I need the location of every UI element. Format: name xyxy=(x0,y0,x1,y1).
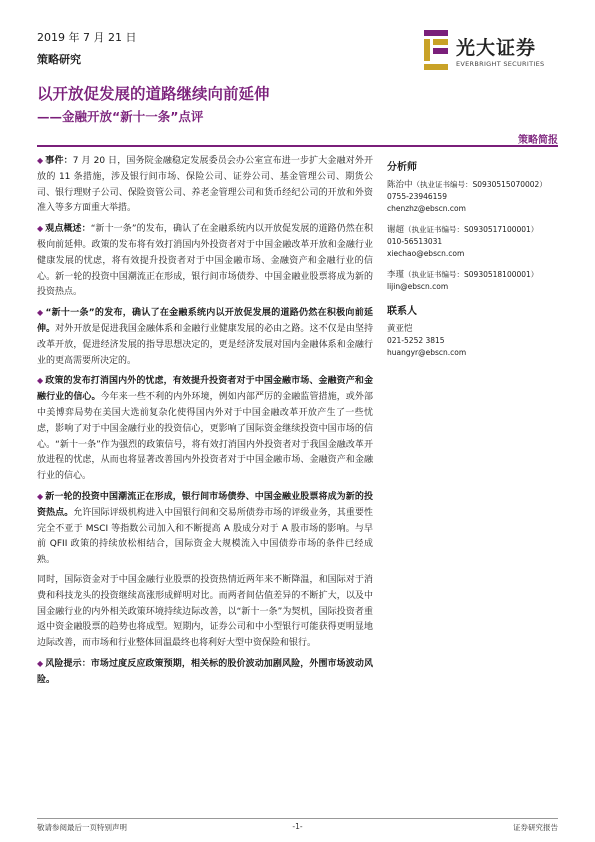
report-subtitle: ——金融开放“新十一条”点评 xyxy=(37,109,204,124)
analyst-cert: （执业证书编号：S0930518100001） xyxy=(404,270,539,279)
paragraph-lead: 事件： xyxy=(45,156,73,166)
analyst-email[interactable]: xiechao@ebscn.com xyxy=(387,249,465,258)
everbright-logo-icon xyxy=(424,30,448,70)
contact-heading: 联系人 xyxy=(387,306,417,317)
report-date: 2019 年 7 月 21 日 xyxy=(37,31,137,44)
brand-logo xyxy=(424,30,564,76)
footer-disclaimer: 敬请参阅最后一页特别声明 xyxy=(37,823,127,832)
paragraph-point-1 xyxy=(37,305,373,369)
analyst-name: 李瑾 xyxy=(387,270,405,280)
logo-text-en: EVERBRIGHT SECURITIES xyxy=(456,60,545,68)
paragraph-lead: 新一轮的投资中国潮流正在形成，银行间市场债券、中国金融业股票将成为新的投资热点。 xyxy=(37,491,373,518)
paragraph-text: 允许国际评级机构进入中国银行间和交易所债券市场的评级业务，其重要性完全不亚于 MSCI 等指数公司加入和不断提高 A 股成分对于 A 股市场的影响。与早前 QFII 政策的持续放松相结合，国际资金大规模流入中国债券市场的条件已经成熟。 xyxy=(37,507,373,566)
paragraph-text: 市场过度反应政策预期，相关标的股价波动加剧风险，外围市场波动风险。 xyxy=(37,658,373,685)
contact-email[interactable]: huangyr@ebscn.com xyxy=(387,348,467,357)
paragraph-event xyxy=(37,153,373,217)
footer-report-label: 证券研究报告 xyxy=(513,823,558,832)
diamond-bullet-icon: ◆ xyxy=(37,491,44,501)
paragraph-text: 对外开放是促进我国金融体系和金融行业健康发展的必由之路。这不仅是由坚持改革开放，促进经济发展的指导思想决定的，更是经济发展对国内金融体系和金融行业的更高需要所决定的。 xyxy=(37,323,373,366)
contact-card xyxy=(387,323,562,359)
page-number: -1- xyxy=(292,822,303,831)
paragraph-text: 7 月 20 日，国务院金融稳定发展委员会办公室宣布进一步扩大金融对外开放的 11 条措施，涉及银行间市场、保险公司、证券公司、基金管理公司、期货公司、银行理财子公司、保险资管公司、养老金管理公司和货币经纪公司的开放和外资准入等多方面重大举措。 xyxy=(37,156,373,214)
main-body xyxy=(37,153,373,689)
report-category: 策略研究 xyxy=(37,53,81,66)
analyst-cert: （执业证书编号：S0930517100001） xyxy=(404,225,539,234)
diamond-bullet-icon: ◆ xyxy=(37,156,44,165)
header-divider xyxy=(37,145,558,147)
analyst-card xyxy=(387,179,562,215)
analyst-cert: （执业证书编号：S0930515070002） xyxy=(412,180,547,189)
logo-text-cn: 光大证券 xyxy=(456,37,537,59)
analyst-card xyxy=(387,224,562,260)
analyst-card xyxy=(387,269,562,293)
diamond-bullet-icon: ◆ xyxy=(37,376,44,386)
contact-name: 黄亚恺 xyxy=(387,324,413,334)
paragraph-text: 同时，国际资金对于中国金融行业股票的投资热情近两年来不断降温，和国际对于消费和科技龙头的投资继续高涨形成鲜明对比。而两者间估值差异的不断扩大，以及中国金融行业的内外相关政策环境持续边际改善，以“新十一条”为契机，国际投资者重返中资金融股票的趋势也将成型。短期内，证券公司和中小型银行可能获得更明显地边际改善，而市场和行业整体回温最终也将利好大型中资保险和银行。 xyxy=(37,574,373,649)
report-title: 以开放促发展的道路继续向前延伸 xyxy=(37,85,270,103)
paragraph-lead: 政策的发布打消国内外的忧虑，有效提升投资者对于中国金融市场、金融资产和金融行业的信心。 xyxy=(37,376,373,403)
diamond-bullet-icon: ◆ xyxy=(37,308,44,318)
analyst-phone: 010-56513031 xyxy=(387,237,443,246)
footer-divider xyxy=(37,818,558,819)
analyst-name: 陈治中 xyxy=(387,180,413,190)
paragraph-risk xyxy=(37,656,373,689)
paragraph-continuation xyxy=(37,573,373,652)
diamond-bullet-icon: ◆ xyxy=(37,658,44,668)
analyst-sidebar xyxy=(387,158,562,368)
analyst-name: 谢超 xyxy=(387,225,405,235)
contact-phone: 021-5252 3815 xyxy=(387,336,445,345)
paragraph-overview xyxy=(37,221,373,301)
paragraph-text: “新十一条”的发布，确认了在金融系统内以开放促发展的道路仍然在积极向前延伸。政策的发布将有效打消国内外投资者对于中国金融改革开放和金融行业健康发展的忧虑，将有效提升投资者对于中国金融市场、金融资产和金融行业的信心。新一轮的投资中国潮流正在形成，银行间市场债券、中国金融业股票将成为新的投资热点。 xyxy=(37,224,373,298)
paragraph-text: 今年来一些不利的内外环境，例如内部严厉的金融监管措施，或外部中美博弈局势在美国大选前复杂化使得国内外对于中国金融改革开放产生了一些忧虑，影响了对于中国金融行业的投资信心，更影响了国际资金继续投资中国市场的信心。“新十一条”作为强烈的政策信号，将有效打消国内外投资者对于我国金融改革开放进程的忧虑，从而也将显著改善国内外投资者对于中国金融市场、金融资产和金融行业的信心。 xyxy=(37,392,373,482)
paragraph-point-3 xyxy=(37,489,373,569)
report-type-label: 策略简报 xyxy=(518,135,558,146)
analyst-email[interactable]: chenzhz@ebscn.com xyxy=(387,204,466,213)
paragraph-lead: “新十一条”的发布，确认了在金融系统内以开放促发展的道路仍然在积极向前延伸。 xyxy=(37,308,373,334)
diamond-bullet-icon: ◆ xyxy=(37,224,44,234)
paragraph-lead: 观点概述： xyxy=(45,224,91,235)
analysts-heading: 分析师 xyxy=(387,162,417,173)
analyst-email[interactable]: lijin@ebscn.com xyxy=(387,282,449,291)
paragraph-lead: 风险提示： xyxy=(45,658,91,669)
paragraph-point-2 xyxy=(37,373,373,485)
analyst-phone: 0755-23946159 xyxy=(387,192,447,201)
